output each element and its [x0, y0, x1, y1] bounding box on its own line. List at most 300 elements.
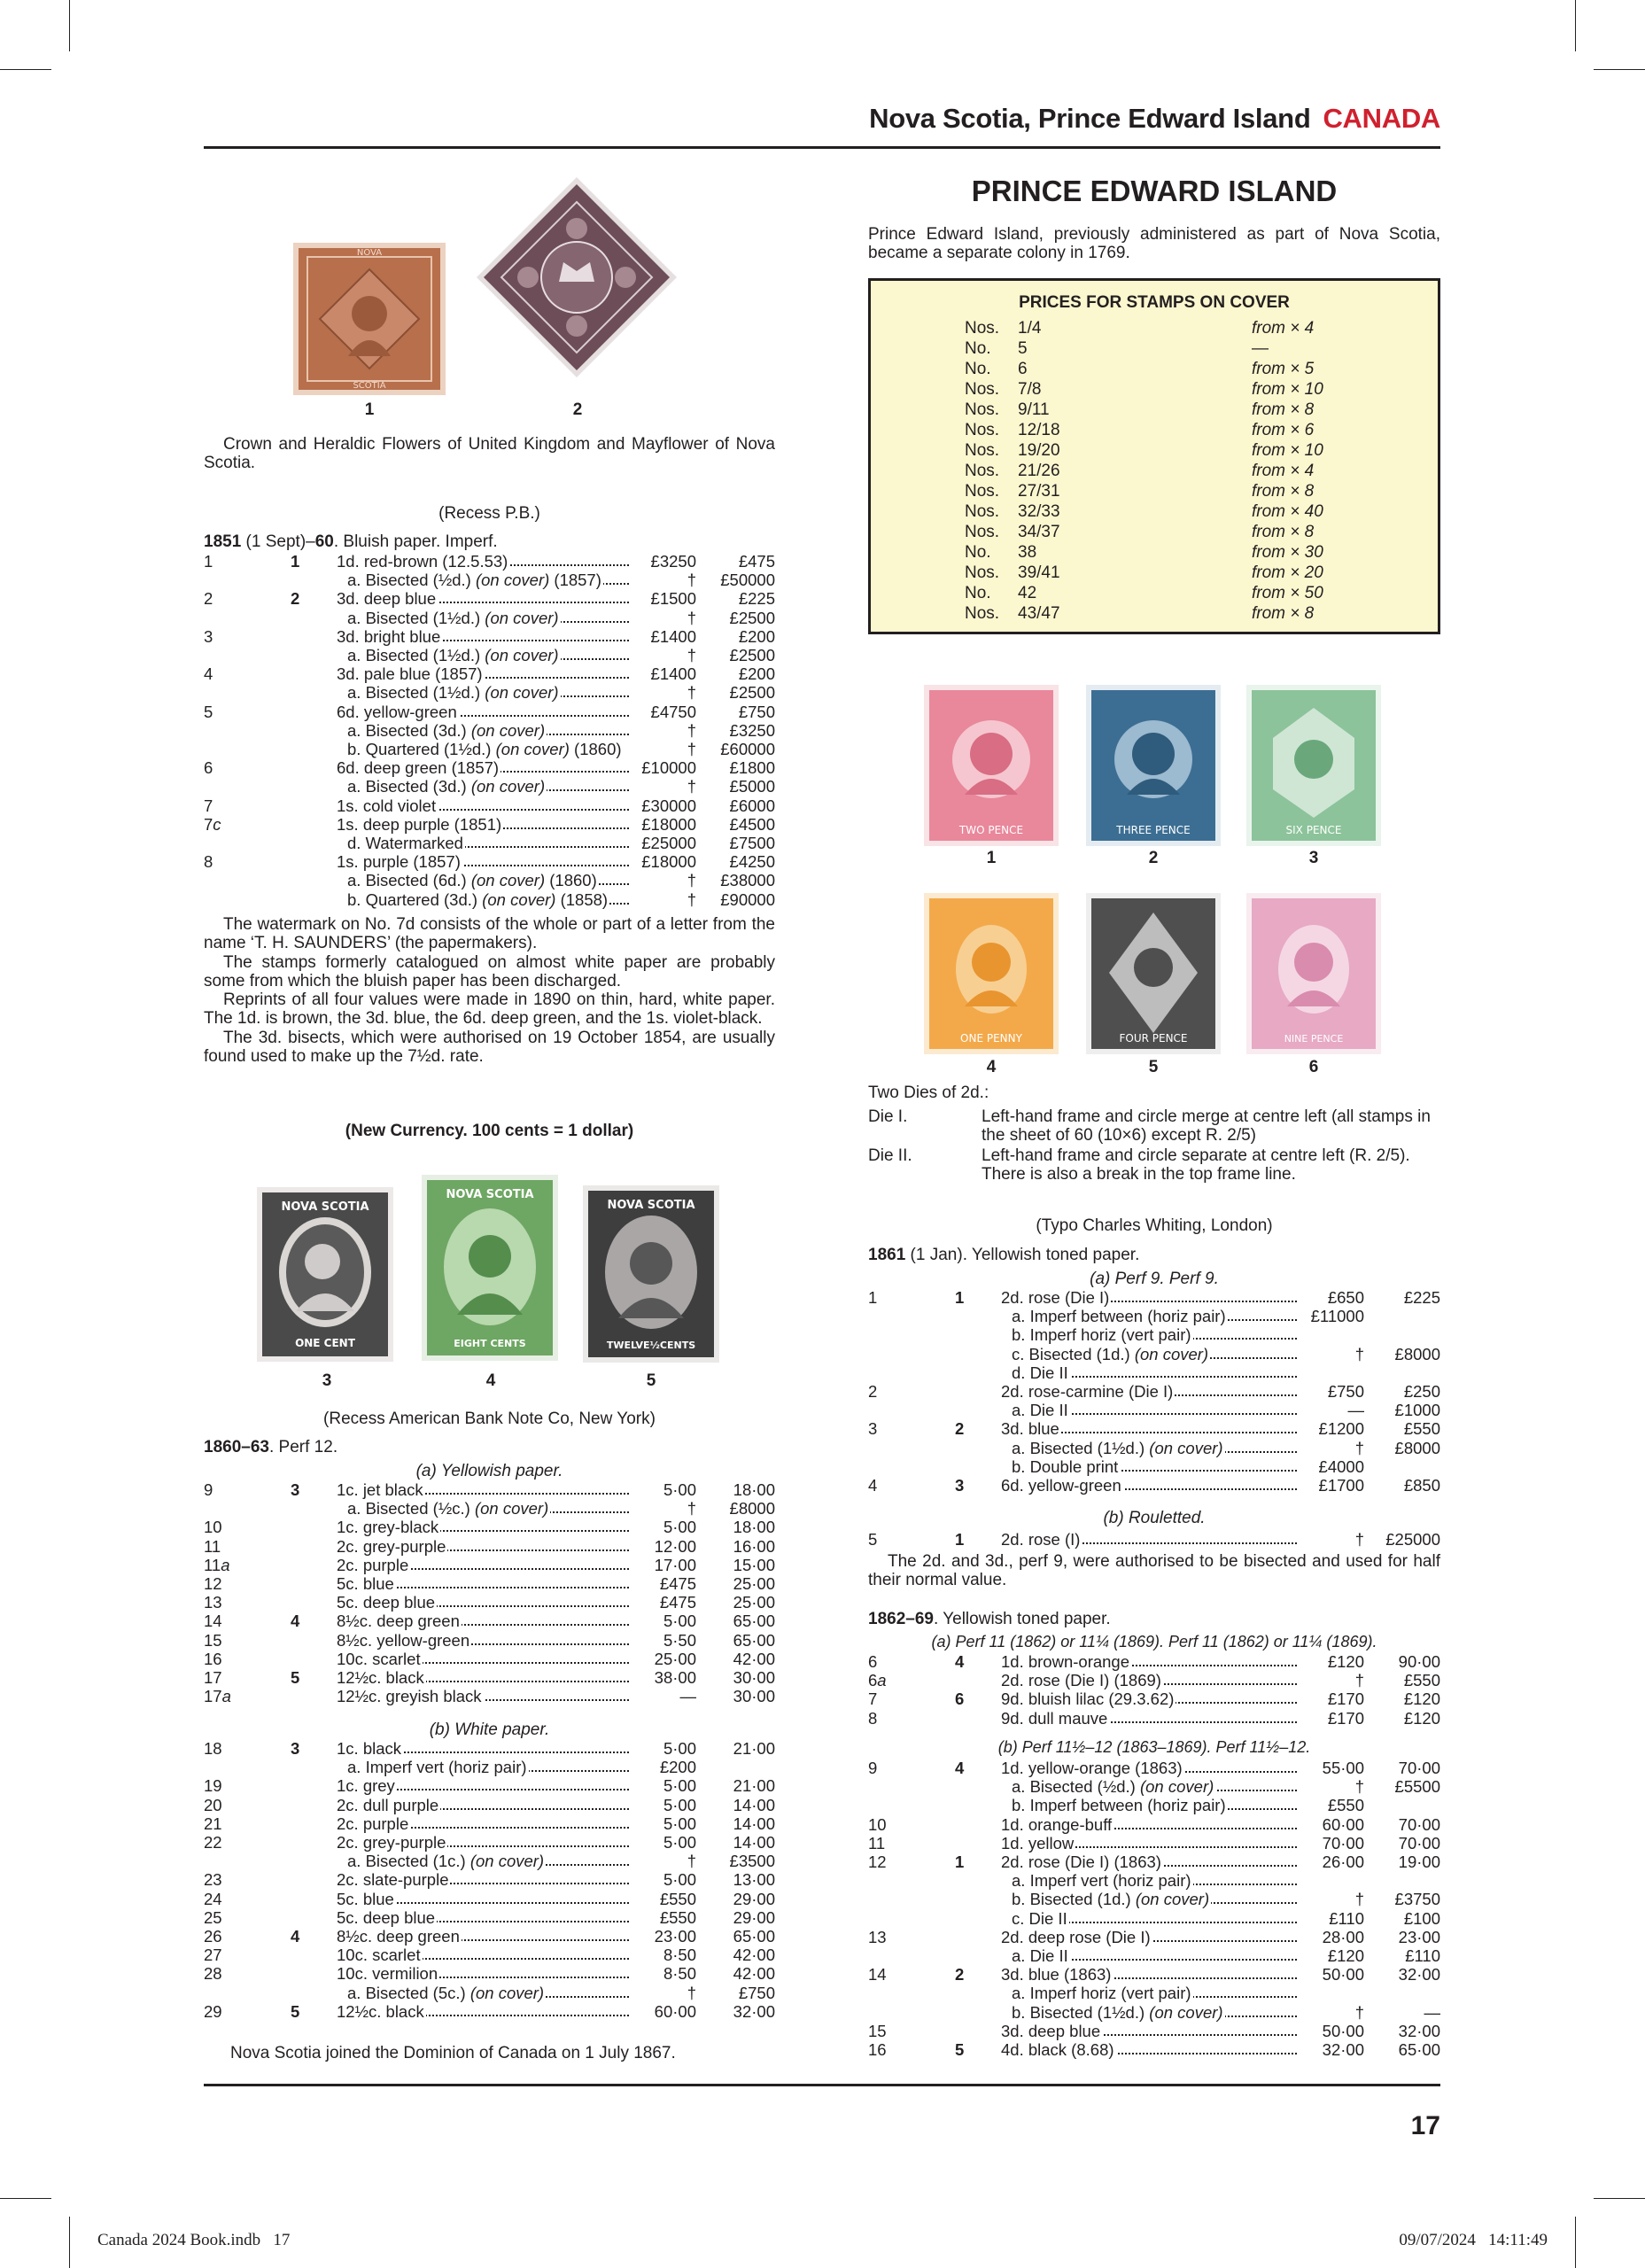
catalogue-number: 28 [204, 1964, 222, 1984]
price-unused: 5·00 [663, 1480, 696, 1499]
stamp-image-pei-4d [1086, 893, 1221, 1054]
price-unused: 8·50 [663, 1964, 696, 1984]
table-row [204, 1499, 775, 1518]
price-unused: 17·00 [654, 1555, 696, 1574]
svg-text:NOVA SCOTIA: NOVA SCOTIA [607, 1199, 695, 1212]
price-unused: 5·00 [663, 1739, 696, 1758]
cover-multiplier: from × 10 [1252, 380, 1323, 399]
issue-paper: . Bluish paper. Imperf. [333, 532, 498, 551]
price-used: 65·00 [733, 1612, 775, 1631]
table-row [204, 1833, 775, 1852]
stamp-description: 5c. blue [337, 1890, 629, 1908]
stamp-description: 1d. red-brown (12.5.53) [337, 552, 629, 571]
catalogue-number: 16 [204, 1649, 222, 1668]
price-unused: £3250 [650, 552, 696, 571]
type-number: 2 [955, 1419, 965, 1439]
catalogue-number: 15 [868, 2021, 887, 2040]
table-row [204, 1593, 775, 1612]
price-unused: † [687, 740, 696, 758]
price-unused: † [1354, 1438, 1364, 1457]
price-used: 15·00 [733, 1555, 775, 1574]
type-number: 2 [955, 1965, 965, 1984]
running-header [204, 99, 1440, 136]
table-row [204, 1739, 775, 1758]
catalogue-number: 18 [204, 1739, 222, 1758]
type-number: 1 [955, 1288, 965, 1307]
price-used: 42·00 [733, 1964, 775, 1984]
price-unused: 55·00 [1322, 1759, 1364, 1777]
price-used: 30·00 [733, 1687, 775, 1706]
type-number: 6 [955, 1689, 965, 1709]
catalogue-number: 17a [204, 1687, 231, 1706]
price-unused: 23·00 [654, 1927, 696, 1946]
stamp-description: 8½c. deep green [337, 1927, 629, 1946]
table-row [204, 1687, 775, 1705]
stamp-description: 12½c. greyish black [337, 1687, 629, 1705]
table-row [868, 1965, 1440, 1984]
stamp-caption: 2 [1148, 849, 1159, 867]
price-unused: 32·00 [1322, 2040, 1364, 2059]
table-row [204, 703, 775, 721]
catalogue-number: 2 [204, 589, 213, 609]
catalogue-number: 24 [204, 1889, 222, 1908]
type-number: 4 [955, 1652, 965, 1671]
price-used: £5500 [1394, 1777, 1440, 1797]
cover-numbers: 38 [1018, 543, 1037, 562]
type-number: 3 [291, 1739, 300, 1758]
catalogue-number: 25 [204, 1907, 222, 1927]
catalogue-number: 14 [868, 1965, 887, 1984]
table-row [204, 627, 775, 646]
price-used: £5000 [729, 777, 775, 796]
catalogue-number: 9 [204, 1480, 213, 1499]
price-used: 14·00 [733, 1795, 775, 1814]
printer-note: (Recess P.B.) [438, 504, 540, 523]
stamp-description: 6d. yellow-green [337, 703, 629, 721]
price-unused: 50·00 [1322, 2021, 1364, 2040]
price-unused: £550 [659, 1907, 696, 1927]
price-used: 23·00 [1398, 1927, 1440, 1946]
catalogue-number: 14 [204, 1612, 222, 1631]
cover-multiplier: from × 8 [1252, 482, 1315, 501]
stamp-caption: 3 [1308, 849, 1319, 867]
stamp-caption: 5 [1148, 1058, 1159, 1076]
table-row [868, 1890, 1440, 1908]
price-used: £7500 [729, 834, 775, 852]
price-unused: 28·00 [1322, 1927, 1364, 1946]
stamp-description: b. Quartered (1½d.) (on cover) (1860) [347, 740, 622, 758]
table-row [204, 852, 775, 871]
cover-multiplier: from × 50 [1252, 584, 1323, 602]
catalogue-number: 12 [204, 1574, 222, 1593]
price-unused: 5·50 [663, 1630, 696, 1650]
cover-label: Nos. [965, 502, 1000, 521]
table-row [868, 1928, 1440, 1946]
stamp-description: 2d. rose (Die I) (1869) [1001, 1671, 1297, 1689]
cover-prices-box [868, 278, 1440, 634]
stamp-description: c. Die II [1012, 1909, 1297, 1928]
cover-numbers: 7/8 [1018, 380, 1042, 399]
table-row [204, 1480, 775, 1499]
price-unused: † [1354, 1344, 1364, 1363]
stamp-description: 2d. rose-carmine (Die I) [1001, 1382, 1297, 1401]
table-row [204, 1650, 775, 1668]
cover-numbers: 43/47 [1018, 604, 1060, 623]
price-used: £100 [1403, 1908, 1440, 1928]
stamp-text: NINE PENCE [1284, 1033, 1344, 1045]
cover-multiplier: from × 10 [1252, 441, 1323, 460]
section-title: PRINCE EDWARD ISLAND [971, 175, 1338, 207]
stamp-text: TWO PENCE [958, 824, 1024, 836]
stamp-description: 1d. yellow [1001, 1834, 1297, 1852]
price-unused: £550 [659, 1889, 696, 1908]
price-used: 29·00 [733, 1889, 775, 1908]
stamp-description: a. Die II [1012, 1946, 1297, 1965]
stamp-description: 3d. blue [1001, 1419, 1297, 1438]
stamp-text: THREE PENCE [1116, 824, 1191, 836]
cover-multiplier: from × 8 [1252, 523, 1315, 541]
catalogue-number: 12 [868, 1852, 887, 1871]
stamp-description: 1s. deep purple (1851) [337, 815, 629, 834]
catalogue-number: 23 [204, 1870, 222, 1890]
stamp-description: a. Bisected (3d.) (on cover) [347, 721, 629, 740]
price-unused: £4750 [650, 702, 696, 721]
price-used: £8000 [1394, 1438, 1440, 1457]
die-2-label: Die II. [868, 1146, 912, 1165]
stamp-description: 9d. dull mauve [1001, 1709, 1297, 1728]
stamp-description: d. Die II [1012, 1363, 1297, 1382]
table-row [204, 758, 775, 777]
price-used: £60000 [720, 740, 775, 758]
price-used: £2500 [729, 608, 775, 627]
price-unused: † [687, 1983, 696, 2002]
catalogue-number: 2 [868, 1382, 878, 1401]
die-2-text: Left-hand frame and circle separate at centre left (R. 2/5). There is also a break in the top frame line. [982, 1146, 1410, 1184]
table-row [868, 1759, 1440, 1777]
price-used: £750 [738, 1983, 775, 2002]
table-row [204, 871, 775, 889]
table-row [204, 1946, 775, 1964]
stamp-image-pei-1d [924, 893, 1059, 1054]
catalogue-number: 21 [204, 1814, 222, 1833]
stamp-description: a. Imperf vert (horiz pair) [1012, 1871, 1297, 1890]
type-number: 5 [291, 1668, 300, 1687]
stamp-description: a. Bisected (1c.) (on cover) [347, 1852, 629, 1870]
stamp-description: 1c. grey [337, 1776, 629, 1795]
intro-paragraph: Prince Edward Island, previously administered as part of Nova Scotia, became a separate colony in 1769. [868, 225, 1440, 262]
issue-heading-1851 [204, 532, 775, 551]
catalogue-number: 27 [204, 1946, 222, 1965]
table-row [204, 1631, 775, 1650]
stamp-description: a. Imperf horiz (vert pair) [1012, 1984, 1297, 2002]
catalogue-number: 11a [204, 1555, 230, 1574]
cover-numbers: 19/20 [1018, 441, 1060, 460]
sub-heading-perf-9: (a) Perf 9. Perf 9. [1090, 1270, 1219, 1288]
stamp-image-nova-scotia-12-5c [583, 1185, 719, 1363]
price-used: £120 [1403, 1708, 1440, 1728]
catalogue-number: 20 [204, 1795, 222, 1814]
price-used: 65·00 [733, 1630, 775, 1650]
header-title: Nova Scotia, Prince Edward Island [869, 103, 1311, 134]
price-used: 32·00 [1398, 1965, 1440, 1984]
price-unused: 25·00 [654, 1649, 696, 1668]
catalogue-number: 10 [868, 1814, 887, 1834]
table-row [868, 1852, 1440, 1871]
stamp-description: 1c. jet black [337, 1480, 629, 1499]
table-row [204, 1984, 775, 2002]
cover-numbers: 42 [1018, 584, 1037, 602]
price-used: 25·00 [733, 1593, 775, 1612]
stamp-description: 10c. vermilion [337, 1964, 629, 1983]
stamp-description: 8½c. yellow-green [337, 1631, 629, 1650]
price-unused: 5·00 [663, 1518, 696, 1537]
cover-label: No. [965, 339, 991, 358]
header-country: CANADA [1323, 103, 1440, 134]
stamp-description: a. Bisected (½d.) (on cover) (1857) [347, 571, 629, 589]
stamp-description: 5c. deep blue [337, 1593, 629, 1612]
stamp-description: 2c. slate-purple [337, 1870, 629, 1889]
price-unused: † [687, 889, 696, 909]
price-unused: 38·00 [654, 1668, 696, 1687]
cover-numbers: 39/41 [1018, 563, 1060, 582]
price-unused: 70·00 [1322, 1833, 1364, 1852]
stamp-description: 3d. bright blue [337, 627, 629, 646]
cover-label: Nos. [965, 482, 1000, 501]
price-unused: £475 [659, 1574, 696, 1593]
price-unused: — [1347, 1401, 1364, 1420]
catalogue-number: 11 [204, 1536, 221, 1556]
crop-mark [1594, 2198, 1645, 2199]
cover-label: No. [965, 543, 991, 562]
price-unused: † [687, 1852, 696, 1871]
table-row [204, 1556, 775, 1574]
table-row [868, 1834, 1440, 1852]
price-unused: † [1354, 2002, 1364, 2022]
sub-heading-yellowish: (a) Yellowish paper. [415, 1462, 563, 1480]
table-row [204, 721, 775, 740]
table-row [868, 2003, 1440, 2022]
svg-text:NOVA SCOTIA: NOVA SCOTIA [446, 1188, 534, 1201]
table-row [868, 1401, 1440, 1419]
price-used: 32·00 [1398, 2021, 1440, 2040]
cover-numbers: 12/18 [1018, 421, 1060, 439]
table-row [868, 1382, 1440, 1401]
print-slug-left: Canada 2024 Book.indb 17 [97, 2231, 291, 2249]
price-unused: 50·00 [1322, 1965, 1364, 1984]
price-unused: 5·00 [663, 1795, 696, 1814]
issue-year-end: 63 [250, 1438, 269, 1456]
table-row [868, 1325, 1440, 1344]
table-row [868, 1946, 1440, 1965]
price-used: 29·00 [733, 1907, 775, 1927]
table-row [204, 1574, 775, 1593]
catalogue-number: 15 [204, 1630, 222, 1650]
cover-numbers: 9/11 [1018, 400, 1050, 419]
note-paragraph: The 3d. bisects, which were authorised on 19 October 1854, are usually found used to make up the 7½d. rate. [204, 1028, 775, 1067]
table-row [868, 1363, 1440, 1382]
issue-year: 1861 [868, 1246, 906, 1264]
svg-text:ONE CENT: ONE CENT [295, 1337, 355, 1349]
cover-label: No. [965, 360, 991, 378]
price-used: 65·00 [733, 1927, 775, 1946]
type-number: 2 [291, 589, 300, 609]
stamp-image-nova-scotia-1c [257, 1187, 393, 1362]
stamp-description: 2c. purple [337, 1814, 629, 1833]
stamp-description: 3d. deep blue [1001, 2022, 1297, 2040]
stamp-description: 1s. purple (1857) [337, 852, 629, 871]
note-paragraph: The stamps formerly catalogued on almost white paper are probably some from which the bluish paper has been discharged. [204, 952, 775, 990]
stamp-description: d. Watermarked [347, 834, 629, 852]
table-row [204, 2002, 775, 2021]
price-used: £225 [738, 589, 775, 609]
stamp-description: b. Imperf between (horiz pair) [1012, 1796, 1297, 1814]
price-unused: £1200 [1318, 1419, 1364, 1439]
price-unused: £1500 [650, 589, 696, 609]
issue-date: (1 Sept)– [241, 532, 315, 551]
table-row [204, 1612, 775, 1630]
price-unused: 5·00 [663, 1776, 696, 1796]
table-row [868, 1652, 1440, 1671]
price-unused: £30000 [641, 796, 696, 815]
type-number: 3 [955, 1476, 965, 1495]
type-number: 4 [291, 1612, 300, 1631]
price-used: £8000 [1394, 1344, 1440, 1363]
price-unused: † [1354, 1530, 1364, 1549]
stamp-description: a. Bisected (1½d.) (on cover) [347, 683, 629, 702]
footer-rule [204, 2084, 1440, 2086]
stamp-description: b. Imperf horiz (vert pair) [1012, 1325, 1297, 1344]
price-used: £250 [1403, 1382, 1440, 1401]
cover-label: Nos. [965, 523, 1000, 541]
price-used: 90·00 [1398, 1652, 1440, 1671]
cover-multiplier: from × 4 [1252, 462, 1315, 480]
type-number: 3 [291, 1480, 300, 1499]
price-used: 70·00 [1398, 1814, 1440, 1834]
stamp-description: 3d. blue (1863) [1001, 1965, 1297, 1984]
table-row [204, 646, 775, 664]
closing-note: Nova Scotia joined the Dominion of Canada on 1 July 1867. [230, 2044, 676, 2062]
price-unused: 5·00 [663, 1612, 696, 1631]
stamp-description: a. Imperf between (horiz pair) [1012, 1307, 1297, 1325]
stamp-description: 9d. bluish lilac (29.3.62) [1001, 1689, 1297, 1708]
stamp-image-nova-scotia-1d [293, 243, 446, 395]
stamp-image-pei-2d [924, 685, 1059, 846]
issue-year: 1860 [204, 1438, 242, 1456]
stamp-text: SIX PENCE [1285, 824, 1342, 836]
stamp-caption: 4 [986, 1058, 997, 1076]
price-unused: † [687, 683, 696, 703]
table-row [204, 1518, 775, 1536]
table-row [868, 1307, 1440, 1325]
catalogue-number: 6 [204, 758, 213, 778]
cover-prices-title: PRICES FOR STAMPS ON COVER [1019, 293, 1290, 312]
table-row [868, 1530, 1440, 1549]
cover-label: Nos. [965, 563, 1000, 582]
table-row [204, 777, 775, 796]
sub-heading-perf-11-5: (b) Perf 11½–12 (1863–1869). Perf 11½–12. [997, 1738, 1311, 1756]
table-row [204, 683, 775, 702]
sub-heading-rouletted: (b) Rouletted. [1103, 1509, 1206, 1527]
stamp-description: 5c. deep blue [337, 1908, 629, 1927]
cover-multiplier: from × 40 [1252, 502, 1323, 521]
price-used: £4250 [729, 852, 775, 872]
price-unused: £475 [659, 1593, 696, 1612]
stamp-text: ONE PENNY [960, 1032, 1022, 1045]
cover-numbers: 32/33 [1018, 502, 1060, 521]
table-row [868, 1709, 1440, 1728]
table-row [868, 1439, 1440, 1457]
price-used: 14·00 [733, 1833, 775, 1852]
cover-label: Nos. [965, 441, 1000, 460]
table-row [204, 834, 775, 852]
stamp-description: 6d. yellow-green [1001, 1476, 1297, 1495]
price-used: £550 [1403, 1419, 1440, 1439]
price-used: 13·00 [733, 1870, 775, 1890]
cover-label: Nos. [965, 400, 1000, 419]
table-row [204, 1852, 775, 1870]
table-row [868, 1984, 1440, 2002]
stamp-description: a. Die II [1012, 1401, 1297, 1419]
type-number: 5 [291, 2001, 300, 2021]
price-unused: £650 [1327, 1288, 1364, 1307]
stamp-description: 6d. deep green (1857) [337, 758, 629, 777]
price-unused: † [1354, 1671, 1364, 1690]
table-row [204, 796, 775, 815]
catalogue-number: 5 [204, 702, 213, 721]
issue-heading-1860: 1860–63. Perf 12. [204, 1438, 338, 1456]
stamp-text: FOUR PENCE [1119, 1032, 1188, 1045]
stamp-description: c. Bisected (1d.) (on cover) [1012, 1345, 1297, 1363]
type-number: 1 [291, 552, 300, 571]
catalogue-number: 13 [204, 1593, 222, 1612]
intro-paragraph: Crown and Heraldic Flowers of United Kingdom and Mayflower of Nova Scotia. [204, 435, 775, 472]
price-used: £8000 [729, 1499, 775, 1518]
catalogue-number: 9 [868, 1759, 878, 1777]
price-used: £3250 [729, 720, 775, 740]
stamp-description: a. Imperf vert (horiz pair) [347, 1758, 629, 1776]
type-number: 4 [955, 1759, 965, 1777]
sub-heading-perf-11: (a) Perf 11 (1862) or 11¼ (1869). Perf 11 (1862) or 11¼ (1869). [931, 1633, 1377, 1651]
price-unused: † [1354, 1777, 1364, 1797]
stamp-description: a. Bisected (1½d.) (on cover) [347, 646, 629, 664]
price-unused: £170 [1327, 1708, 1364, 1728]
price-used: 42·00 [733, 1649, 775, 1668]
svg-text:EIGHT CENTS: EIGHT CENTS [454, 1338, 526, 1349]
stamp-description: 5c. blue [337, 1574, 629, 1593]
price-unused: 5·00 [663, 1870, 696, 1890]
cover-label: No. [965, 584, 991, 602]
catalogue-number: 7 [868, 1689, 878, 1709]
price-unused: 8·50 [663, 1946, 696, 1965]
cover-multiplier: — [1252, 339, 1269, 358]
catalogue-number: 22 [204, 1833, 222, 1852]
price-unused: £170 [1327, 1689, 1364, 1709]
price-used: 32·00 [733, 2001, 775, 2021]
price-unused: † [1354, 1890, 1364, 1909]
price-used: 18·00 [733, 1518, 775, 1537]
stamp-description: 1s. cold violet [337, 796, 629, 815]
price-used: 14·00 [733, 1814, 775, 1833]
price-unused: £750 [1327, 1382, 1364, 1401]
cover-multiplier: from × 30 [1252, 543, 1323, 562]
table-row [868, 1345, 1440, 1363]
price-unused: † [687, 646, 696, 664]
catalogue-number: 1 [204, 552, 213, 571]
sub-heading-white: (b) White paper. [429, 1720, 550, 1739]
table-row [204, 1890, 775, 1908]
price-unused: £18000 [641, 852, 696, 872]
stamp-caption: 1 [364, 400, 375, 419]
